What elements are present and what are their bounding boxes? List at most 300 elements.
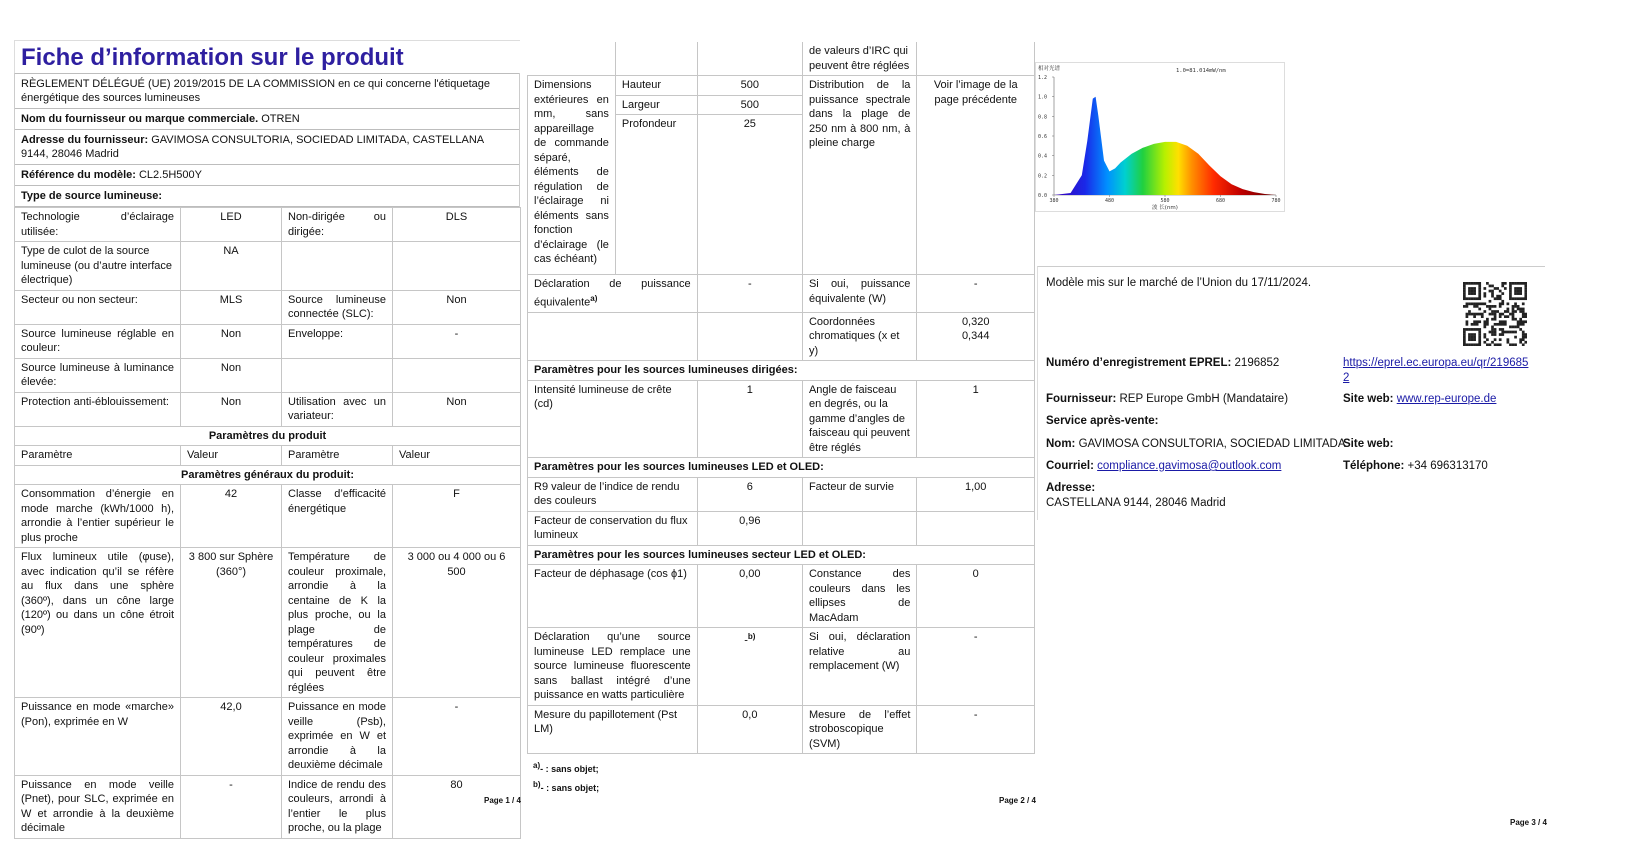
qr-module bbox=[1478, 320, 1481, 323]
empty-cell bbox=[697, 42, 802, 76]
qr-module bbox=[1494, 313, 1497, 316]
x-tick-label: 680 bbox=[1215, 198, 1226, 204]
qr-module bbox=[1478, 338, 1481, 341]
qr-module bbox=[1494, 323, 1497, 326]
qr-module bbox=[1496, 295, 1499, 298]
x-axis-label: 波 长(nm) bbox=[1152, 205, 1178, 211]
qr-module bbox=[1522, 315, 1525, 318]
source-type-label: Type de source lumineuse: bbox=[15, 186, 519, 207]
footnote-b-text: : sans objet; bbox=[543, 783, 600, 794]
qr-module bbox=[1507, 341, 1510, 344]
qr-module bbox=[1494, 310, 1497, 313]
product-params-heading: Paramètres du produit bbox=[15, 426, 521, 446]
chart-title: 相对光谱 bbox=[1038, 66, 1061, 72]
qr-module bbox=[1519, 287, 1522, 290]
equivalent-power-text: Déclaration de puissance équivalente bbox=[534, 278, 691, 309]
qr-module bbox=[1473, 338, 1476, 341]
footnote-ref: b) bbox=[747, 632, 756, 642]
qr-module bbox=[1468, 336, 1471, 339]
supplier-label: Fournisseur: bbox=[1046, 393, 1117, 405]
cell-label: Non-dirigée ou dirigée: bbox=[282, 208, 393, 242]
empty-cell bbox=[528, 312, 698, 361]
qr-module bbox=[1466, 313, 1469, 316]
qr-module bbox=[1466, 305, 1469, 308]
cell-value: - bbox=[393, 324, 521, 358]
qr-module bbox=[1473, 315, 1476, 318]
qr-module bbox=[1517, 292, 1520, 295]
qr-module bbox=[1517, 308, 1520, 311]
model-ref-label: Référence du modèle: bbox=[21, 169, 136, 181]
table-row bbox=[15, 358, 521, 392]
macadam-label: Constance des couleurs dans les ellipses de MacAdam bbox=[802, 565, 916, 628]
lumen-maintenance-label: Facteur de conservation du flux lumineux bbox=[528, 511, 698, 545]
qr-module bbox=[1494, 305, 1497, 308]
qr-module bbox=[1476, 328, 1479, 331]
qr-module bbox=[1522, 302, 1525, 305]
qr-module bbox=[1517, 326, 1520, 329]
empty-cell bbox=[802, 511, 916, 545]
qr-module bbox=[1486, 320, 1489, 323]
qr-module bbox=[1491, 328, 1494, 331]
qr-module bbox=[1481, 315, 1484, 318]
qr-module bbox=[1478, 336, 1481, 339]
qr-module bbox=[1468, 290, 1471, 293]
qr-module bbox=[1476, 282, 1479, 285]
qr-module bbox=[1489, 285, 1492, 288]
cell-label: Type de culot de la source lumineuse (ou d’autre interface électrique) bbox=[15, 242, 181, 291]
qr-module bbox=[1473, 333, 1476, 336]
supplier-address-label: Adresse du fournisseur: bbox=[21, 134, 149, 146]
qr-module bbox=[1522, 323, 1525, 326]
qr-module bbox=[1509, 282, 1512, 285]
qr-module bbox=[1491, 305, 1494, 308]
supplier-name: OTREN bbox=[261, 113, 300, 125]
qr-module bbox=[1517, 320, 1520, 323]
qr-module bbox=[1509, 343, 1512, 346]
qr-module bbox=[1524, 292, 1527, 295]
qr-module bbox=[1471, 343, 1474, 346]
qr-module bbox=[1463, 338, 1466, 341]
y-tick-label: 0.0 bbox=[1038, 193, 1048, 199]
cell-label: Enveloppe: bbox=[282, 324, 393, 358]
qr-module bbox=[1501, 328, 1504, 331]
general-params-heading: Paramètres généraux du produit: bbox=[15, 465, 521, 485]
spectrum-plot bbox=[1036, 63, 1286, 213]
replacement-watt-label: Si oui, déclaration relative au remplacement (W) bbox=[802, 628, 916, 706]
qr-module bbox=[1471, 287, 1474, 290]
qr-module bbox=[1504, 310, 1507, 313]
qr-module bbox=[1501, 282, 1504, 285]
qr-module bbox=[1463, 341, 1466, 344]
qr-module bbox=[1522, 333, 1525, 336]
qr-module bbox=[1517, 282, 1520, 285]
qr-module bbox=[1466, 302, 1469, 305]
qr-module bbox=[1499, 295, 1502, 298]
page-2 bbox=[527, 42, 1035, 796]
cell-value bbox=[393, 242, 521, 291]
qr-module bbox=[1463, 305, 1466, 308]
qr-module bbox=[1473, 302, 1476, 305]
qr-module bbox=[1499, 313, 1502, 316]
qr-module bbox=[1489, 290, 1492, 293]
model-ref: CL2.5H500Y bbox=[138, 169, 202, 181]
y-tick-label: 0.4 bbox=[1038, 153, 1048, 160]
qr-module bbox=[1514, 297, 1517, 300]
equivalent-watt-label: Si oui, puissance équivalente (W) bbox=[802, 275, 916, 313]
column-header: Valeur bbox=[393, 446, 521, 466]
qr-module bbox=[1499, 297, 1502, 300]
qr-module bbox=[1486, 338, 1489, 341]
qr-module bbox=[1463, 297, 1466, 300]
footnote-a-text: : sans objet; bbox=[543, 764, 599, 775]
qr-module bbox=[1478, 285, 1481, 288]
qr-module bbox=[1491, 333, 1494, 336]
qr-module bbox=[1522, 320, 1525, 323]
phase-factor-label: Facteur de déphasage (cos ϕ1) bbox=[528, 565, 698, 628]
empty-cell bbox=[697, 312, 802, 361]
qr-module bbox=[1466, 328, 1469, 331]
dimensions-table bbox=[527, 42, 1035, 754]
qr-module bbox=[1524, 333, 1527, 336]
chart-legend: 1.0=81.014mW/nm bbox=[1176, 68, 1226, 74]
qr-module bbox=[1507, 338, 1510, 341]
macadam-value: 0 bbox=[917, 565, 1035, 628]
table-row bbox=[15, 324, 521, 358]
cell-value: Non bbox=[181, 324, 282, 358]
qr-module bbox=[1514, 287, 1517, 290]
qr-module bbox=[1463, 333, 1466, 336]
qr-module bbox=[1514, 336, 1517, 339]
qr-module bbox=[1473, 313, 1476, 316]
qr-module bbox=[1491, 310, 1494, 313]
qr-module bbox=[1522, 336, 1525, 339]
empty-cell bbox=[528, 42, 616, 76]
qr-module bbox=[1491, 313, 1494, 316]
website-label: Site web: bbox=[1343, 393, 1394, 405]
qr-module bbox=[1468, 287, 1471, 290]
cell-label: Puissance en mode veille (Pnet), pour SLC, exprimée en W et arrondie à la deuxième décimale bbox=[15, 775, 181, 838]
qr-module bbox=[1476, 313, 1479, 316]
qr-module bbox=[1468, 313, 1471, 316]
qr-module bbox=[1504, 287, 1507, 290]
qr-module bbox=[1514, 310, 1517, 313]
qr-module bbox=[1468, 338, 1471, 341]
supplier-value: REP Europe GmbH (Mandataire) bbox=[1119, 393, 1289, 405]
dimensions-label: Dimensions extérieures en mm, sans appareillage de commande séparé, éléments de régulation de l’éclairage ni éléments sans fonction d’éclairage (le cas échéant) bbox=[528, 76, 616, 275]
page-1 bbox=[14, 40, 520, 839]
qr-module bbox=[1473, 297, 1476, 300]
qr-module bbox=[1491, 295, 1494, 298]
qr-module bbox=[1463, 290, 1466, 293]
qr-module bbox=[1509, 297, 1512, 300]
cell-label: Consommation d’énergie en mode marche (kWh/1000 h), arrondie à l’entier supérieur le plus proche bbox=[15, 485, 181, 548]
qr-module bbox=[1501, 333, 1504, 336]
replacement-label: Déclaration qu’une source lumineuse LED remplace une source lumineuse fluorescente sans ballast intégré d’une puissance en watts particulière bbox=[528, 628, 698, 706]
eprel-row bbox=[1046, 356, 1279, 371]
y-tick-label: 0.2 bbox=[1038, 173, 1048, 180]
qr-module bbox=[1463, 292, 1466, 295]
qr-module bbox=[1476, 343, 1479, 346]
regulation-text: RÈGLEMENT DÉLÉGUÉ (UE) 2019/2015 DE LA COMMISSION en ce qui concerne l'étiquetage énergétique des sources lumineuses bbox=[15, 73, 519, 109]
phone-label: Téléphone: bbox=[1343, 460, 1405, 472]
qr-module bbox=[1468, 328, 1471, 331]
footnote-ref: a) bbox=[590, 293, 598, 303]
qr-module bbox=[1519, 308, 1522, 311]
flicker-value: 0,0 bbox=[697, 705, 802, 754]
page-number-2: Page 2 / 4 bbox=[999, 796, 1036, 805]
chroma-label: Coordonnées chromatiques (x et y) bbox=[802, 312, 916, 361]
equivalent-watt-value: - bbox=[917, 275, 1035, 313]
qr-module bbox=[1489, 313, 1492, 316]
cell-value: 3 000 ou 4 000 ou 6 500 bbox=[393, 548, 521, 698]
qr-module bbox=[1473, 336, 1476, 339]
qr-module bbox=[1483, 336, 1486, 339]
eprel-number: 2196852 bbox=[1234, 357, 1280, 369]
qr-module bbox=[1483, 320, 1486, 323]
qr-module bbox=[1519, 310, 1522, 313]
qr-module bbox=[1481, 302, 1484, 305]
cell-label: Classe d’efficacité énergétique bbox=[282, 485, 393, 548]
equivalent-power-label bbox=[528, 275, 698, 313]
qr-module bbox=[1483, 310, 1486, 313]
qr-module bbox=[1512, 282, 1515, 285]
qr-module bbox=[1519, 323, 1522, 326]
qr-module bbox=[1481, 313, 1484, 316]
qr-module bbox=[1478, 295, 1481, 298]
qr-module bbox=[1507, 331, 1510, 334]
qr-module bbox=[1494, 287, 1497, 290]
column-headers bbox=[15, 446, 521, 466]
qr-module bbox=[1514, 282, 1517, 285]
qr-module bbox=[1499, 328, 1502, 331]
table-row bbox=[15, 698, 521, 776]
qr-module bbox=[1501, 323, 1504, 326]
stroboscopic-value: - bbox=[917, 705, 1035, 754]
qr-module bbox=[1483, 302, 1486, 305]
qr-module bbox=[1491, 341, 1494, 344]
qr-module bbox=[1466, 315, 1469, 318]
qr-module bbox=[1522, 331, 1525, 334]
qr-module bbox=[1509, 331, 1512, 334]
qr-module bbox=[1519, 320, 1522, 323]
qr-module bbox=[1522, 297, 1525, 300]
cell-value: Non bbox=[181, 358, 282, 392]
qr-module bbox=[1478, 297, 1481, 300]
table-row bbox=[15, 775, 521, 838]
cell-value: 80 bbox=[393, 775, 521, 838]
qr-module bbox=[1501, 313, 1504, 316]
qr-module bbox=[1509, 292, 1512, 295]
survival-value: 1,00 bbox=[917, 477, 1035, 511]
service-name: GAVIMOSA CONSULTORIA, SOCIEDAD LIMITADA bbox=[1078, 438, 1346, 450]
qr-module bbox=[1519, 292, 1522, 295]
supplier-row bbox=[1046, 392, 1288, 407]
x-tick-label: 780 bbox=[1271, 198, 1281, 204]
spectral-label: Distribution de la puissance spectrale dans la plage de 250 nm à 800 nm, à pleine charge bbox=[802, 76, 916, 275]
qr-module bbox=[1517, 297, 1520, 300]
qr-module bbox=[1471, 282, 1474, 285]
qr-module bbox=[1478, 290, 1481, 293]
qr-module bbox=[1468, 333, 1471, 336]
qr-module bbox=[1509, 290, 1512, 293]
spectrum-area bbox=[1054, 97, 1276, 195]
qr-module bbox=[1499, 305, 1502, 308]
qr-module bbox=[1466, 297, 1469, 300]
qr-module bbox=[1499, 338, 1502, 341]
qr-module bbox=[1473, 343, 1476, 346]
qr-module bbox=[1494, 331, 1497, 334]
qr-module bbox=[1504, 282, 1507, 285]
footnote-b-dash: - bbox=[540, 783, 544, 794]
footnote-a bbox=[527, 758, 1035, 777]
qr-module bbox=[1463, 295, 1466, 298]
qr-module bbox=[1486, 318, 1489, 321]
service-name-row bbox=[1046, 437, 1346, 452]
x-tick-label: 580 bbox=[1160, 198, 1170, 204]
cell-label bbox=[282, 242, 393, 291]
qr-module bbox=[1522, 313, 1525, 316]
website-link[interactable]: www.rep-europe.de bbox=[1396, 393, 1497, 405]
qr-module bbox=[1504, 320, 1507, 323]
equivalent-power-value: - bbox=[697, 275, 802, 313]
qr-module bbox=[1494, 318, 1497, 321]
qr-module bbox=[1471, 292, 1474, 295]
height-label: Hauteur bbox=[615, 76, 697, 96]
qr-module bbox=[1496, 343, 1499, 346]
flicker-label: Mesure du papillotement (Pst LM) bbox=[528, 705, 698, 754]
qr-module bbox=[1524, 285, 1527, 288]
empty-cell bbox=[917, 511, 1035, 545]
qr-module bbox=[1514, 331, 1517, 334]
qr-module bbox=[1483, 287, 1486, 290]
qr-module bbox=[1489, 331, 1492, 334]
qr-module bbox=[1491, 331, 1494, 334]
cell-value: LED bbox=[181, 208, 282, 242]
qr-module bbox=[1517, 323, 1520, 326]
cell-label: Température de couleur proximale, arrondie à la centaine de K la plus proche, ou la plage de températures de couleur proximales qui peuvent être réglées bbox=[282, 548, 393, 698]
column-header: Paramètre bbox=[15, 446, 181, 466]
qr-module bbox=[1524, 336, 1527, 339]
qr-module bbox=[1501, 285, 1504, 288]
phone-row bbox=[1343, 459, 1488, 474]
table-row bbox=[15, 208, 521, 242]
qr-module bbox=[1524, 287, 1527, 290]
replacement-value bbox=[697, 628, 802, 706]
qr-module bbox=[1473, 305, 1476, 308]
r9-label: R9 valeur de l’indice de rendu des couleurs bbox=[528, 477, 698, 511]
cell-value: - bbox=[393, 698, 521, 776]
qr-module bbox=[1496, 287, 1499, 290]
power-on-label: Puissance en mode «marche» (Pon), exprimée en W bbox=[21, 701, 174, 728]
qr-module bbox=[1519, 297, 1522, 300]
qr-module bbox=[1463, 331, 1466, 334]
qr-module bbox=[1468, 292, 1471, 295]
peak-intensity-label: Intensité lumineuse de crête (cd) bbox=[528, 380, 698, 458]
table-row bbox=[15, 392, 521, 426]
replacement-watt-value: - bbox=[917, 628, 1035, 706]
empty-cell bbox=[917, 42, 1035, 76]
qr-module bbox=[1466, 343, 1469, 346]
qr-module bbox=[1483, 333, 1486, 336]
qr-module bbox=[1489, 308, 1492, 311]
qr-module bbox=[1471, 313, 1474, 316]
cell-value: F bbox=[393, 485, 521, 548]
y-tick-label: 0.6 bbox=[1038, 134, 1048, 140]
qr-module bbox=[1499, 302, 1502, 305]
cell-value: 3 800 sur Sphère (360°) bbox=[181, 548, 282, 698]
qr-module bbox=[1496, 297, 1499, 300]
qr-module bbox=[1512, 343, 1515, 346]
qr-module bbox=[1478, 287, 1481, 290]
qr-module bbox=[1476, 297, 1479, 300]
chroma-x: 0,320 bbox=[961, 315, 990, 328]
cell-label: Secteur ou non secteur: bbox=[15, 290, 181, 324]
qr-module bbox=[1499, 333, 1502, 336]
eprel-link[interactable]: https://eprel.ec.europa.eu/qr/2196852 bbox=[1343, 357, 1529, 384]
replacement-dash: - bbox=[744, 634, 748, 647]
email-link[interactable]: compliance.gavimosa@outlook.com bbox=[1097, 460, 1282, 472]
spectrum-chart bbox=[1035, 62, 1285, 212]
qr-module bbox=[1514, 290, 1517, 293]
address-value: CASTELLANA 9144, 28046 Madrid bbox=[1046, 497, 1226, 509]
qr-module bbox=[1478, 328, 1481, 331]
qr-code-image bbox=[1463, 282, 1527, 346]
irc-continuation: de valeurs d’IRC qui peuvent être réglées bbox=[802, 42, 916, 76]
chroma-y: 0,344 bbox=[961, 330, 990, 343]
qr-module bbox=[1501, 300, 1504, 303]
qr-module bbox=[1478, 331, 1481, 334]
qr-module bbox=[1507, 308, 1510, 311]
qr-module bbox=[1478, 341, 1481, 344]
height-value: 500 bbox=[697, 76, 802, 96]
qr-module bbox=[1476, 305, 1479, 308]
qr-module bbox=[1491, 292, 1494, 295]
qr-module bbox=[1509, 287, 1512, 290]
qr-module bbox=[1471, 323, 1474, 326]
cell-label: Source lumineuse réglable en couleur: bbox=[15, 324, 181, 358]
qr-module bbox=[1519, 282, 1522, 285]
supplier-address: GAVIMOSA CONSULTORIA, SOCIEDAD LIMITADA, CASTELLANA 9144, 28046 Madrid bbox=[21, 134, 484, 160]
qr-module bbox=[1514, 343, 1517, 346]
qr-module bbox=[1483, 326, 1486, 329]
qr-module bbox=[1514, 302, 1517, 305]
directed-section-heading: Paramètres pour les sources lumineuses dirigées: bbox=[528, 361, 1035, 381]
qr-module bbox=[1519, 318, 1522, 321]
qr-module bbox=[1509, 285, 1512, 288]
spectral-value: Voir l’image de la page précédente bbox=[917, 76, 1035, 275]
qr-module bbox=[1512, 331, 1515, 334]
qr-module bbox=[1499, 343, 1502, 346]
qr-module bbox=[1522, 310, 1525, 313]
qr-module bbox=[1496, 310, 1499, 313]
qr-module bbox=[1499, 320, 1502, 323]
qr-module bbox=[1476, 320, 1479, 323]
qr-module bbox=[1524, 295, 1527, 298]
qr-module bbox=[1468, 297, 1471, 300]
cell-label bbox=[282, 358, 393, 392]
qr-module bbox=[1466, 282, 1469, 285]
qr-module bbox=[1491, 326, 1494, 329]
qr-module bbox=[1524, 341, 1527, 344]
qr-module bbox=[1524, 297, 1527, 300]
qr-module bbox=[1496, 323, 1499, 326]
cell-value: 42,0 bbox=[181, 698, 282, 776]
service-name-label: Nom: bbox=[1046, 438, 1076, 450]
qr-module bbox=[1519, 338, 1522, 341]
qr-module bbox=[1494, 338, 1497, 341]
phone-value: +34 696313170 bbox=[1407, 460, 1488, 472]
r9-value: 6 bbox=[697, 477, 802, 511]
